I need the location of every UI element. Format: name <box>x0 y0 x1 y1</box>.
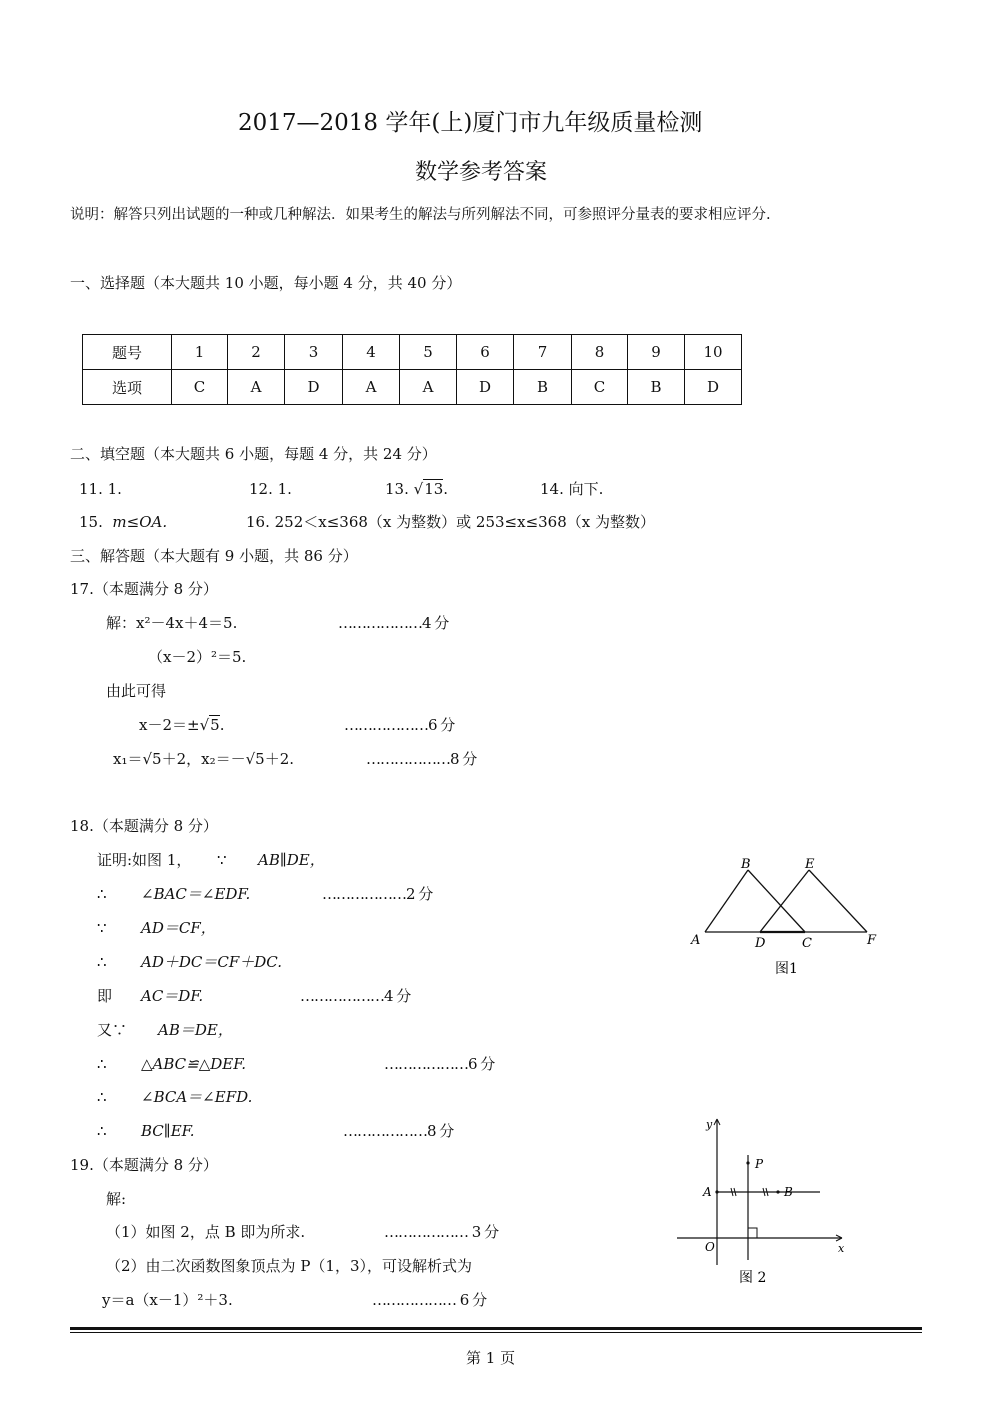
q17-title: 17.（本题满分 8 分） <box>70 580 218 598</box>
fig2-label-y: y <box>706 1118 713 1131</box>
fig1-label-b: B <box>741 857 751 872</box>
fig1-label-c: C <box>802 936 812 951</box>
table-cell: D <box>285 370 343 405</box>
q19-line-4: y＝a（x－1）²＋3. <box>102 1291 233 1309</box>
q18-score-3: ………………6 分 <box>384 1055 495 1073</box>
sqrt-sign: √ <box>413 480 424 498</box>
q18-line-4a: ∴ <box>97 953 107 971</box>
answer-13-number: 13. <box>385 480 409 498</box>
q18-title: 18.（本题满分 8 分） <box>70 817 218 835</box>
answer-14: 14. 向下. <box>540 480 604 498</box>
q17-score-3: ………………8 分 <box>366 750 477 768</box>
fig2-label-x: x <box>838 1242 845 1255</box>
q17-score-2: ………………6 分 <box>344 716 455 734</box>
fig2-label-a: A <box>703 1185 712 1199</box>
q17-line-5: x₁＝√5＋2，x₂＝－√5＋2. <box>113 750 295 768</box>
answer-11: 11. 1. <box>79 480 122 498</box>
q18-line-9b: BC∥EF. <box>141 1122 195 1140</box>
q17-line-3: 由此可得 <box>106 682 167 700</box>
table-cell: 1 <box>172 335 228 370</box>
fig2-label-p: P <box>755 1157 764 1171</box>
table-cell: 10 <box>685 335 742 370</box>
page-number: 第 1 页 <box>466 1349 516 1367</box>
q18-line-1b: ∵ <box>217 851 227 869</box>
q19-score-2: ……………… 6 分 <box>372 1291 487 1309</box>
page-title: 2017—2018 学年(上)厦门市九年级质量检测 <box>238 110 703 136</box>
fig1-label-e: E <box>805 857 815 872</box>
q18-line-8a: ∴ <box>97 1088 107 1106</box>
fig2-label-o: O <box>705 1240 715 1254</box>
q18-score-1: ………………2 分 <box>322 885 433 903</box>
q17-line-2: （x－2）²＝5. <box>148 648 247 666</box>
sqrt-sign: √ <box>199 716 210 734</box>
q17-line-4-radicand: 5 <box>210 716 220 734</box>
q18-score-4: ………………8 分 <box>343 1122 454 1140</box>
table-cell: C <box>572 370 628 405</box>
q18-line-8b: ∠BCA＝∠EFD. <box>141 1088 253 1106</box>
section-3-heading: 三、解答题（本大题有 9 小题，共 86 分） <box>70 547 358 565</box>
fig1-label-f: F <box>867 933 877 948</box>
q19-line-1: 解: <box>106 1190 127 1208</box>
q18-line-6a: 又∵ <box>97 1021 128 1039</box>
table-cell: 8 <box>572 335 628 370</box>
table-cell: A <box>228 370 285 405</box>
table-cell: A <box>343 370 400 405</box>
table-cell: B <box>514 370 572 405</box>
table-cell: 2 <box>228 335 285 370</box>
answer-15-text: m≤OA. <box>112 513 168 531</box>
q18-line-2a: ∴ <box>97 885 107 903</box>
q19-line-3: （2）由二次函数图象顶点为 P（1，3），可设解析式为 <box>106 1257 472 1275</box>
q17-score-1: ………………4 分 <box>338 614 449 632</box>
q17-line-4 <box>139 715 224 735</box>
table-cell: C <box>172 370 228 405</box>
q19-line-2: （1）如图 2，点 B 即为所求. <box>106 1223 306 1241</box>
answer-12: 12. 1. <box>249 480 292 498</box>
table-cell: 3 <box>285 335 343 370</box>
fig1-caption: 图1 <box>775 961 798 977</box>
q19-title: 19.（本题满分 8 分） <box>70 1156 218 1174</box>
q18-line-3b: AD＝CF， <box>141 919 216 937</box>
q18-line-1a: 证明:如图 1， <box>97 851 192 869</box>
q18-line-7b: △ABC≌△DEF. <box>141 1055 247 1073</box>
fig2-label-b: B <box>784 1185 793 1199</box>
table-cell: 9 <box>628 335 685 370</box>
figure-2-coordinate-plane <box>672 1115 862 1290</box>
answer-15-number: 15. <box>79 513 103 531</box>
answer-table <box>82 334 742 405</box>
answer-15 <box>79 512 167 532</box>
footer-rule-thick <box>70 1327 922 1330</box>
table-cell: D <box>685 370 742 405</box>
q18-line-5a: 即 <box>97 987 113 1005</box>
table-cell: 题号 <box>83 335 172 370</box>
page-subtitle: 数学参考答案 <box>415 160 548 185</box>
fig1-label-a: A <box>691 933 701 948</box>
q18-line-7a: ∴ <box>97 1055 107 1073</box>
q18-line-3a: ∵ <box>97 919 107 937</box>
table-cell: B <box>628 370 685 405</box>
q18-line-5b: AC＝DF. <box>141 987 204 1005</box>
footer-rule-thin <box>70 1332 922 1333</box>
q18-line-2b: ∠BAC＝∠EDF. <box>141 885 251 903</box>
q18-line-6b: AB＝DE， <box>158 1021 233 1039</box>
table-cell: 4 <box>343 335 400 370</box>
fig1-label-d: D <box>755 936 766 951</box>
table-cell: 选项 <box>83 370 172 405</box>
q18-line-1c: AB∥DE， <box>258 851 325 869</box>
table-cell: 5 <box>400 335 457 370</box>
q18-line-9a: ∴ <box>97 1122 107 1140</box>
instruction-note: 说明：解答只列出试题的一种或几种解法．如果考生的解法与所列解法不同，可参照评分量表的要求相应评分. <box>70 207 771 223</box>
figure-1-triangles <box>685 850 885 980</box>
answer-13-radicand: 13 <box>424 480 444 498</box>
q18-line-4b: AD＋DC＝CF＋DC. <box>141 953 282 971</box>
q19-score-1: ……………… 3 分 <box>384 1223 499 1241</box>
table-cell: D <box>457 370 514 405</box>
answer-13 <box>385 479 448 499</box>
q17-line-4-end: . <box>219 716 225 734</box>
table-cell: A <box>400 370 457 405</box>
q18-score-2: ………………4 分 <box>300 987 411 1005</box>
table-cell: 6 <box>457 335 514 370</box>
table-row <box>83 370 742 405</box>
answer-13-end: . <box>443 480 449 498</box>
fig2-caption: 图 2 <box>739 1270 767 1286</box>
table-cell: 7 <box>514 335 572 370</box>
q17-line-4-pre: x－2＝± <box>139 716 200 734</box>
section-2-heading: 二、填空题（本大题共 6 小题，每题 4 分，共 24 分） <box>70 445 437 463</box>
answer-16: 16. 252＜x≤368（x 为整数）或 253≤x≤368（x 为整数） <box>246 513 655 531</box>
section-1-heading: 一、选择题（本大题共 10 小题，每小题 4 分，共 40 分） <box>70 274 462 292</box>
q17-line-1: 解：x²－4x＋4＝5. <box>106 614 238 632</box>
table-row <box>83 335 742 370</box>
